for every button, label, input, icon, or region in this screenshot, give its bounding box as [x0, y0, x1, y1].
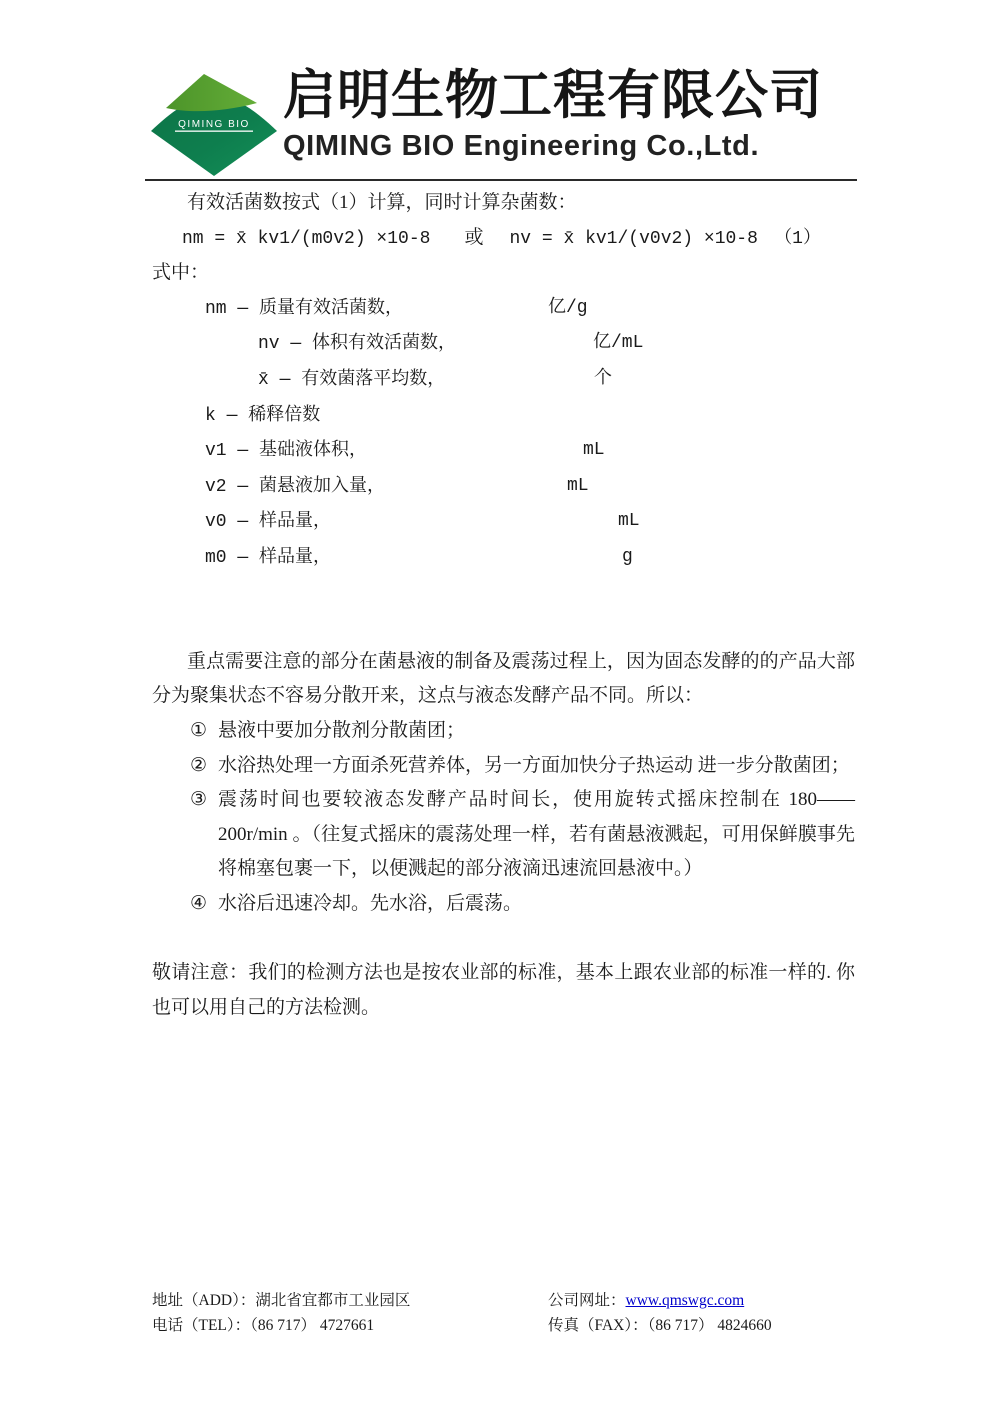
formula-volume: nv = x̄ kv1/(v0v2) ×10-8: [509, 228, 758, 249]
list-text: 悬液中要加分散剂分散菌团；: [218, 719, 466, 741]
variable-term: nv — 体积有效活菌数，: [258, 334, 457, 355]
page-footer: [152, 1288, 862, 1338]
list-text: 震荡时间也要较液态发酵产品时间长，使用旋转式摇床控制在 180——200r/min 。（往复式摇床的震荡处理一样，若有菌悬液溅起，可用保鲜膜事先将棉塞包裹一下，以便溅起的部分液滴迅速流回悬液中。）: [218, 789, 855, 880]
variable-term: v0 — 样品量，: [205, 512, 332, 533]
variable-unit: g: [622, 546, 633, 567]
list-item: [152, 749, 855, 784]
formula-line: [152, 221, 855, 257]
list-item: [152, 783, 855, 887]
variable-unit: 亿/g: [548, 297, 588, 318]
list-marker: ②: [190, 754, 208, 776]
variable-row: [152, 433, 855, 469]
variable-term: m0 — 样品量，: [205, 547, 332, 568]
list-text: 水浴后迅速冷却。先水浴，后震荡。: [218, 892, 523, 914]
footer-website: [548, 1288, 862, 1313]
variable-unit: mL: [618, 511, 640, 532]
formula-or: 或: [464, 226, 484, 248]
company-name-cn: 启明生物工程有限公司: [283, 67, 823, 125]
list-item: [152, 714, 855, 749]
variable-unit: mL: [583, 440, 605, 461]
variable-row: [152, 398, 855, 434]
variable-row: [152, 504, 855, 540]
footer-fax: 传真（FAX）：（86 717） 4824660: [548, 1317, 772, 1334]
variable-row: [152, 540, 855, 576]
variable-term: v2 — 菌悬液加入量，: [205, 476, 386, 497]
variable-row: [152, 469, 855, 505]
notice-paragraph: 敬请注意：我们的检测方法也是按农业部的标准，基本上跟农业部的标准一样的. 你也可以用自己的方法检测。: [152, 962, 855, 1018]
variable-term: nm — 质量有效活菌数，: [205, 298, 404, 319]
list-text: 水浴热处理一方面杀死营养体，另一方面加快分子热运动 进一步分散菌团；: [218, 754, 850, 776]
variable-row: [152, 326, 855, 362]
list-marker: ③: [190, 789, 208, 811]
variable-unit: mL: [567, 475, 589, 496]
intro-paragraph: 有效活菌数按式（1）计算，同时计算杂菌数：: [187, 192, 577, 213]
variable-term: x̄ — 有效菌落平均数，: [258, 369, 446, 390]
where-label: 式中：: [152, 262, 210, 284]
variable-row: [152, 362, 855, 398]
footer-website-link[interactable]: www.qmswgc.com: [625, 1292, 745, 1309]
list-marker: ①: [190, 719, 208, 741]
company-name-block: [283, 64, 863, 164]
formula-number: （1）: [774, 228, 821, 249]
formula-mass: nm = x̄ kv1/(m0v2) ×10-8: [182, 228, 431, 249]
company-name-en: QIMING BIO Engineering Co.,Ltd.: [283, 130, 760, 162]
company-logo-diamond-icon: [151, 69, 278, 180]
variable-term: k — 稀释倍数: [205, 405, 321, 426]
logo-text: QIMING BIO: [178, 119, 250, 130]
variable-definitions: [152, 291, 855, 576]
list-item: [152, 887, 855, 922]
footer-address: 地址（ADD）：湖北省宜都市工业园区: [152, 1292, 411, 1309]
variable-unit: 亿/mL: [593, 333, 644, 354]
document-body: [152, 186, 855, 1025]
variable-unit: 个: [594, 368, 612, 389]
header-divider: [145, 179, 857, 181]
variable-row: [152, 291, 855, 327]
numbered-list: [152, 714, 855, 922]
footer-tel: 电话（TEL）：（86 717） 4727661: [152, 1317, 375, 1334]
footer-website-label: 公司网址：: [548, 1292, 626, 1309]
list-marker: ④: [190, 892, 208, 914]
variable-term: v1 — 基础液体积，: [205, 441, 368, 462]
key-points-paragraph: 重点需要注意的部分在菌悬液的制备及震荡过程上，因为固态发酵的的产品大部分为聚集状态不容易分散开来，这点与液态发酵产品不同。所以：: [152, 650, 855, 707]
